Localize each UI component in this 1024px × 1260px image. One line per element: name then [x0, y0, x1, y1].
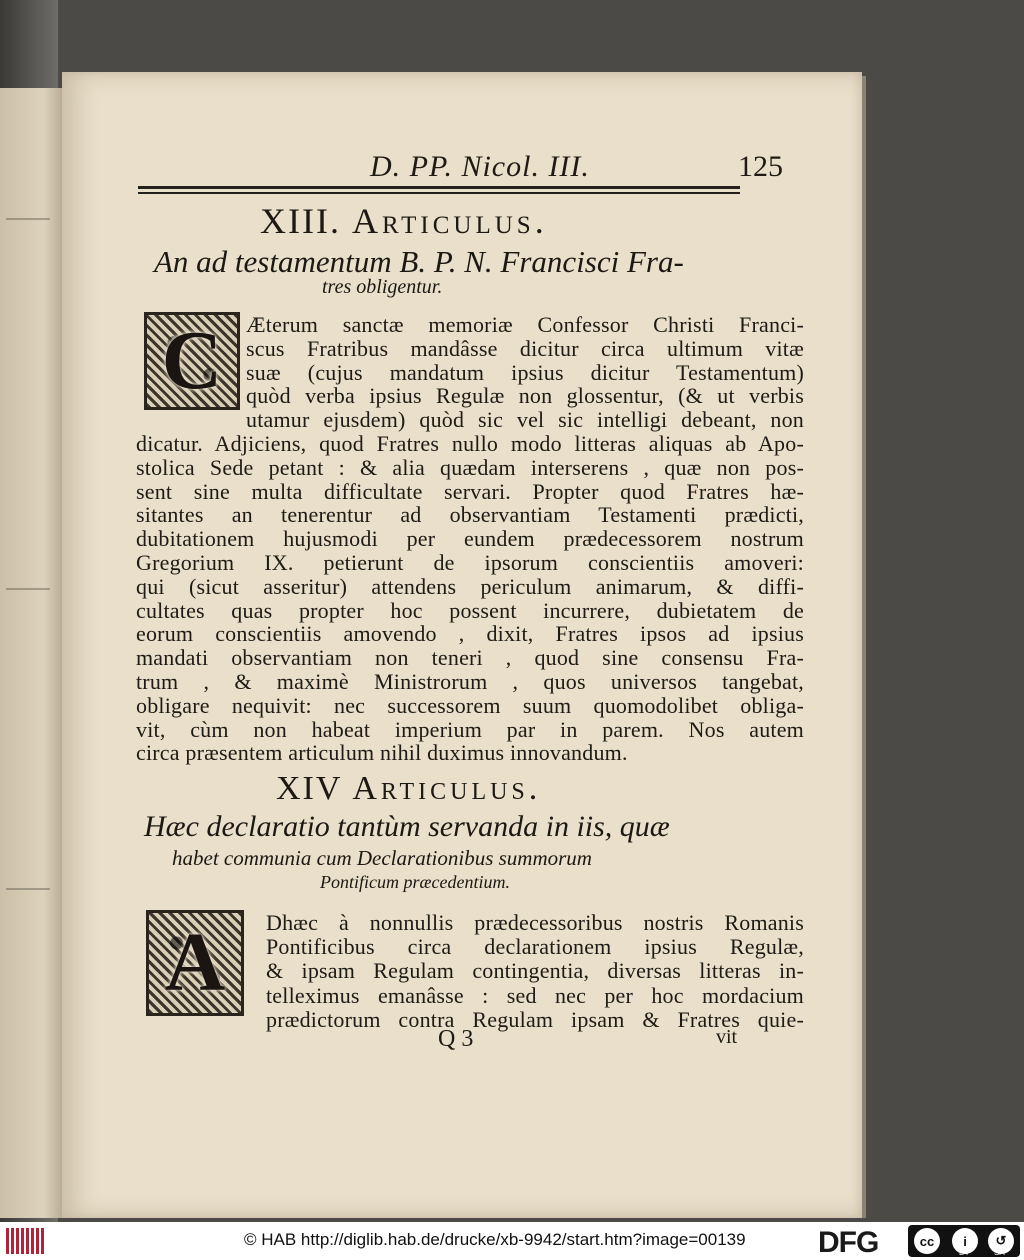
article-13-word: Articulus.: [351, 201, 548, 241]
article-13-heading: [260, 200, 548, 242]
body-line: cultates quas propter hoc possent incurrere, dubietatem de: [136, 597, 804, 623]
article-14-subtitle-line2: habet communia cum Declarationibus summorum: [172, 846, 592, 870]
body-line: qui (sicut asseritur) attendens periculum animarum, & diffi-: [136, 573, 804, 599]
body-line: scus Fratribus mandâsse dicitur circa ultimum vitæ: [246, 335, 804, 361]
article-14-subtitle-line3: Pontificum præcedentium.: [320, 872, 510, 892]
body-line: Gregorium IX. petierunt de ipsorum conscientiis amoveri:: [136, 550, 804, 575]
body-line: prædictorum contra Regulam ipsam & Fratres quie-: [266, 1006, 804, 1032]
page-number: 125: [738, 150, 783, 183]
running-title: D. PP. Nicol. III.: [370, 150, 590, 183]
book-page: [62, 72, 862, 1218]
body-line: vit, cùm non habeat imperium par in parem. Nos autem: [136, 716, 804, 742]
article-13-subtitle-line2: tres obligentur.: [322, 276, 443, 298]
body-line: obligare nequivit: nec successorem suum quomodolibet obliga-: [136, 692, 804, 718]
hab-logo-icon: [6, 1228, 46, 1254]
body-line: Æterum sanctæ memoriæ Confessor Christi Franci-: [246, 312, 804, 337]
body-line: eorum conscientiis amovendo , dixit, Fratres ipsos ad ipsius: [136, 621, 804, 647]
article-13-subtitle-line1: An ad testamentum B. P. N. Francisci Fra-: [154, 244, 684, 279]
body-line: mandati observantiam non teneri , quod sine consensu Fra-: [136, 645, 804, 671]
body-line: trum , & maximè Ministrorum , quos universos tangebat,: [136, 669, 804, 694]
header-rule: [138, 186, 740, 189]
article-13-number: XIII.: [260, 201, 341, 241]
dfg-logo: DFG: [818, 1226, 879, 1259]
cc-license-badge[interactable]: [908, 1225, 1020, 1257]
body-line: quòd verba ipsius Regulæ non glossentur, (& ut verbis: [246, 383, 804, 409]
body-line: sitantes an tenerentur ad observantiam Testamenti prædicti,: [136, 502, 804, 528]
article-14-heading: [276, 770, 541, 808]
body-line: Pontificibus circa declarationem ipsius Regulæ,: [266, 934, 804, 960]
previous-page-edge: [0, 88, 62, 1218]
cc-icon: cc: [914, 1228, 940, 1254]
attribution-icon: i: [952, 1228, 978, 1254]
license-sa-label: SA: [994, 1248, 1005, 1257]
article-14-subtitle-line1: Hæc declaratio tantùm servanda in iis, quæ: [144, 810, 670, 843]
body-line: dubitationem hujusmodi per eundem prædecessorem nostrum: [136, 526, 804, 552]
body-line: suæ (cujus mandatum ipsius dicitur Testamentum): [246, 359, 804, 385]
footer-credit-link[interactable]: © HAB http://diglib.hab.de/drucke/xb-9942/start.htm?image=00139: [244, 1230, 746, 1249]
body-line: utamur ejusdem) quòd sic vel sic intelligi debeant, non: [246, 407, 804, 433]
running-header: [62, 150, 802, 188]
catchword: vit: [716, 1026, 738, 1048]
signature-mark: Q 3: [438, 1026, 474, 1052]
article-14-number: XIV: [276, 770, 342, 807]
body-line: dicatur. Adjiciens, quod Fratres nullo modo litteras aliquas ab Apo-: [136, 431, 804, 456]
body-line: circa præsentem articulum nihil duximus innovandum.: [136, 740, 628, 766]
body-line: telleximus emanâsse : sed nec per hoc mordacium: [266, 982, 804, 1008]
body-line: Dhæc à nonnullis prædecessoribus nostris Romanis: [266, 910, 804, 935]
body-line: stolica Sede petant : & alia quædam interserens , quæ non pos-: [136, 454, 804, 480]
header-rule-thin: [138, 192, 740, 194]
share-alike-icon: ↺: [988, 1228, 1014, 1254]
decorated-initial-c: C: [144, 312, 240, 410]
footer-bar: [0, 1222, 1024, 1260]
article-14-word: Articulus.: [352, 770, 542, 807]
body-line: sent sine multa difficultate servari. Propter quod Fratres hæ-: [136, 478, 804, 504]
body-line: & ipsam Regulam contingentia, diversas litteras in-: [266, 958, 804, 984]
license-by-label: BY: [959, 1248, 970, 1257]
decorated-initial-a: A: [146, 910, 244, 1016]
